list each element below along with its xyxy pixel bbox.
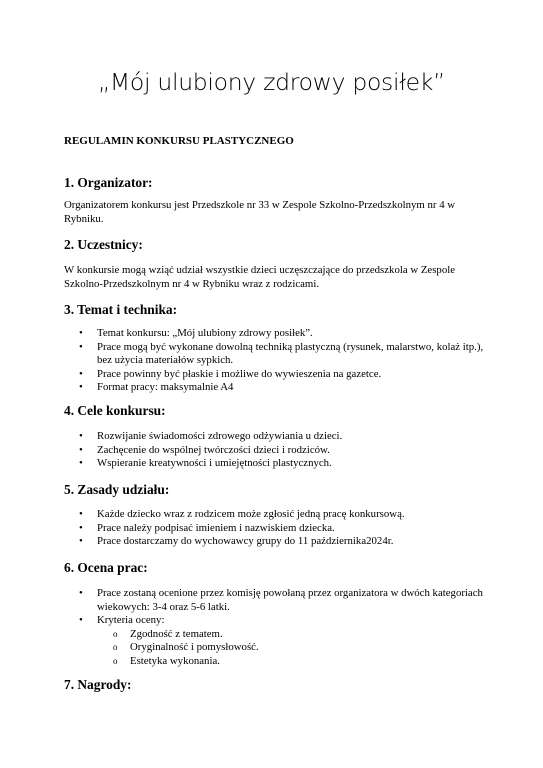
- section-heading-organizer: 1. Organizator:: [64, 175, 153, 190]
- circle-bullet-icon: o: [113, 628, 118, 639]
- bullet-icon: •: [79, 521, 83, 534]
- bullet-icon: •: [79, 327, 83, 339]
- list-item: • Każde dziecko wraz z rodzicem może zgłosić jedną pracę konkursową.: [79, 508, 405, 520]
- section-heading-rules: 5. Zasady udziału:: [64, 482, 170, 497]
- bullet-icon: •: [79, 340, 83, 353]
- bullet-icon: •: [79, 367, 83, 380]
- bullet-icon: •: [79, 443, 83, 456]
- bullet-icon: •: [79, 381, 83, 393]
- criteria-item: o Oryginalność i pomysłowość.: [113, 641, 259, 653]
- bullet-icon: •: [79, 430, 83, 442]
- criteria-item: o Estetyka wykonania.: [113, 654, 220, 667]
- list-item: • Prace mogą być wykonane dowolną techniką plastyczną (rysunek, malarstwo, kolaż itp.), bez użycia materiałów sypkich.: [79, 340, 484, 366]
- section-heading-prizes: 7. Nagrody:: [64, 677, 132, 692]
- criteria-list: [97, 628, 484, 669]
- bullet-icon: •: [79, 535, 83, 547]
- list-item: • Zachęcenie do wspólnej twórczości dzieci i rodziców.: [79, 443, 330, 456]
- theme-list: [64, 327, 484, 395]
- list-item: • Prace zostaną ocenione przez komisję powołaną przez organizatora w dwóch kategoriach wiekowych: 3-4 oraz 5-6 latki.: [79, 587, 483, 613]
- participants-text: W konkursie mogą wziąć udział wszystkie dzieci uczęszczające do przedszkola w Zespole Szkolno-Przedszkolnym nr 4 w Rybniku wraz z rodzicami.: [64, 264, 456, 290]
- goals-list: [64, 430, 484, 471]
- criteria-item: o Zgodność z tematem.: [113, 627, 223, 640]
- rules-list: [64, 508, 484, 549]
- bullet-icon: •: [79, 457, 83, 469]
- evaluation-list: [64, 587, 484, 668]
- list-item: • Kryteria oceny: o Zgodność z tematem. o Oryginalność i pomysłowość. o Estetyka wykonania.: [64, 614, 484, 668]
- bullet-icon: •: [79, 587, 83, 599]
- list-item: • Prace powinny być płaskie i możliwe do wywieszenia na gazetce.: [79, 367, 382, 380]
- section-heading-participants: 2. Uczestnicy:: [64, 237, 143, 252]
- section-heading-goals: 4. Cele konkursu:: [64, 403, 166, 418]
- list-item: • Rozwijanie świadomości zdrowego odżywiania u dzieci.: [79, 430, 343, 442]
- section-heading-theme: 3. Temat i technika:: [64, 302, 178, 317]
- organizer-text: Organizatorem konkursu jest Przedszkole nr 33 w Zespole Szkolno-Przedszkolnym nr 4 w Rybniku.: [64, 199, 456, 225]
- document-title: „Mój ulubiony zdrowy posiłek”: [98, 68, 445, 96]
- regulations-heading: REGULAMIN KONKURSU PLASTYCZNEGO: [64, 135, 294, 147]
- circle-bullet-icon: o: [113, 655, 118, 666]
- list-item: • Format pracy: maksymalnie A4: [79, 381, 234, 393]
- list-item: • Temat konkursu: „Mój ulubiony zdrowy posiłek”.: [79, 327, 313, 339]
- bullet-icon: •: [79, 508, 83, 520]
- list-item: • Prace należy podpisać imieniem i nazwiskiem dziecka.: [79, 521, 335, 534]
- bullet-icon: •: [79, 614, 83, 626]
- list-item: • Wspieranie kreatywności i umiejętności plastycznych.: [79, 457, 332, 469]
- circle-bullet-icon: o: [113, 642, 118, 652]
- section-heading-evaluation: 6. Ocena prac:: [64, 560, 148, 575]
- list-item: • Prace dostarczamy do wychowawcy grupy do 11 października2024r.: [79, 535, 394, 547]
